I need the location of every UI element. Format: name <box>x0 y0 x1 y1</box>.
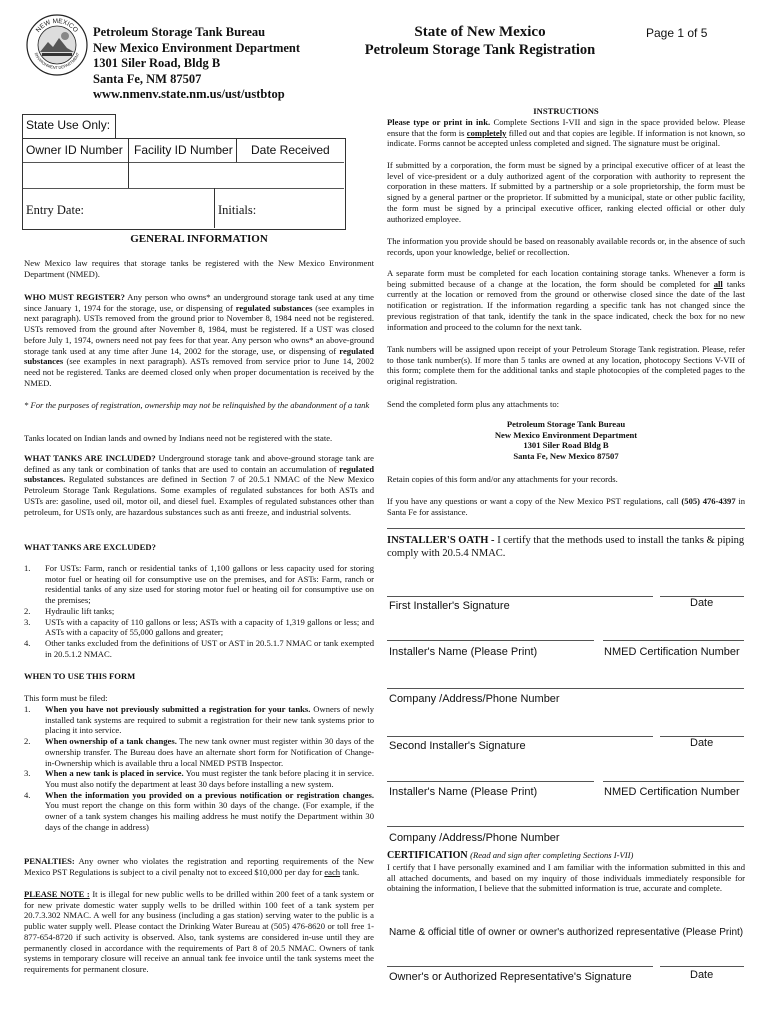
instructions-p4: A separate form must be completed for each location containing storage tanks. Whenever a form is being submitted because of a change at the location, the form should be completed for all tanks currently at the location or removed from the ground or otherwise closed since the date of the last notification or registration. If the information regarding a specific tank has not changed since the previous registration of that tank, identify the tank in the space indicated, check the box for no new information and proceed to the column for the next tank. <box>387 268 745 332</box>
svg-text:NEW MEXICO: NEW MEXICO <box>34 17 80 34</box>
when-intro: This form must be filed: <box>24 693 108 703</box>
owner-signature-label: Owner's or Authorized Representative's Signature <box>389 971 632 983</box>
instructions-p6: Send the completed form plus any attachments to: <box>387 399 560 409</box>
installer2-name-label: Installer's Name (Please Print) <box>389 786 538 798</box>
penalties: PENALTIES: Any owner who violates the registration and reporting requirements of the New Mexico PST Regulations is subject to a civil penalty not to exceed $10,000 per day for each tank. <box>24 856 374 877</box>
installer-name-line[interactable] <box>387 640 594 641</box>
installer2-name-line[interactable] <box>387 781 594 782</box>
svg-text:ENVIRONMENT DEPARTMENT: ENVIRONMENT DEPARTMENT <box>33 51 81 71</box>
when-list <box>24 704 374 832</box>
company-label: Company /Address/Phone Number <box>389 693 560 705</box>
instructions-heading: INSTRUCTIONS <box>533 106 599 116</box>
installers-oath: INSTALLER'S OATH - I certify that the methods used to install the tanks & piping comply with 20.5.4 NMAC. <box>387 535 745 559</box>
owner-date-label: Date <box>690 969 714 981</box>
tanks-included: WHAT TANKS ARE INCLUDED? Underground storage tank and above-ground storage tank are defined as any tank or combination of tanks that are used to contain an accumulation of regulated substances. Regulated substances are defined in Section 7 of 20.5.1 NMAC of the New Mexico Petroleum Storage Tank Regulations. Some examples of regulated substances for both ASTs and USTs are: gasoline, used oil, motor oil, and diesel fuel. Examples of regulated substances other than petroleum, for USTs only, are hazardous substances such as anti freeze, and industrial solvents. <box>24 453 374 517</box>
second-installer-signature-line[interactable] <box>387 736 653 737</box>
indian-lands-note: Tanks located on Indian lands and owned by Indians need not be registered with the state. <box>24 433 333 443</box>
first-installer-date-label: Date <box>690 597 714 609</box>
facility-id-label: Facility ID Number <box>134 143 233 157</box>
state-title: State of New Mexico <box>414 24 546 40</box>
excluded-item: 2. Hydraulic lift tanks; <box>24 605 115 616</box>
certification-text: I certify that I have personally examined and I am familiar with the information submitted in this and all attached documents, and based on my inquiry of those individuals immediately responsible for obtaining the information, I believe that the submitted information is true, accurate and complete. <box>387 862 745 894</box>
excluded-heading: WHAT TANKS ARE EXCLUDED? <box>24 542 156 552</box>
instructions-p1: Please type or print in ink. Complete Sections I-VII and sign in the space provided below. Please ensure that the form is completely filled out and that copies are legible. If information is not known, so indicate. Forms cannot be accepted unless completed and signed. The signature must be original. <box>387 117 746 149</box>
first-installer-signature-label: First Installer's Signature <box>389 600 510 612</box>
bureau-address-block <box>93 25 353 103</box>
instructions-p8: If you have any questions or want a copy of the New Mexico PST regulations, call (505) 476-4397 in Santa Fe for assistance. <box>387 496 745 517</box>
company-line[interactable] <box>387 688 744 689</box>
seal-logo <box>26 14 88 76</box>
owner-name-title-label: Name & official title of owner or owner's authorized representative (Please Print) <box>389 927 744 938</box>
street-address: 1301 Siler Road, Bldg B <box>93 56 221 70</box>
state-use-title: State Use Only: <box>26 118 111 132</box>
department-name: New Mexico Environment Department <box>93 40 301 55</box>
page-number: Page 1 of 5 <box>646 26 708 40</box>
installer-name-label: Installer's Name (Please Print) <box>389 646 538 658</box>
second-installer-signature-label: Second Installer's Signature <box>389 740 526 752</box>
who-must-register: WHO MUST REGISTER? Any person who owns* an underground storage tank used at any time since January 1, 1974 for the storage, use, or dispensing of regulated substances (see examples in next paragraph). USTs removed from the ground prior to November 8, 1984 need not be registered. USTs removed from the ground after November 8, 1984, must be registered. If a UST was closed before July 1, 1974, owners need not pay fees for that year. Any person who owns* an above-ground storage tank used at any time after June 14, 2002 for the storage, use, or dispensing of regulated substances (see examples in next paragraph). ASTs removed from service prior to June 14, 2002 need not be registered. Tanks are deemed closed only when proper documentation is received by the NMED. <box>24 292 374 388</box>
instructions-p3: The information you provide should be based on reasonably available records or, in the absence of such records, upon your knowledge, belief or recollection. <box>387 236 745 257</box>
certification-heading: CERTIFICATION (Read and sign after completing Sections I-VII) <box>387 850 634 861</box>
excluded-item: 3. USTs with a capacity of 110 gallons or less; ASTs with a capacity of 1,319 gallons or less; and ASTs with a capacity of 55,000 gallons and greater; <box>24 616 374 638</box>
owner-id-label: Owner ID Number <box>26 143 123 157</box>
first-installer-signature-line[interactable] <box>387 596 653 597</box>
initials-label: Initials: <box>218 203 257 217</box>
date-received-label: Date Received <box>251 143 330 157</box>
excluded-list <box>24 563 374 659</box>
when-heading: WHEN TO USE THIS FORM <box>24 671 136 681</box>
entry-date-label: Entry Date: <box>26 203 84 217</box>
instructions-p5: Tank numbers will be assigned upon receipt of your Petroleum Storage Tank registration. Please, refer to those tank number(s). If more than 5 tanks are owned at any location, photocopy Sections V-VII of this form; complete them for the additional tanks and staple photocopies of the completed pages to the original registration. <box>387 344 745 387</box>
ownership-footnote: * For the purposes of registration, ownership may not be relinquished by the abandonment of a tank <box>24 400 370 410</box>
installer-cert-label: NMED Certification Number <box>604 646 740 658</box>
general-heading: GENERAL INFORMATION <box>130 233 268 245</box>
installer2-cert-line[interactable] <box>603 781 744 782</box>
company2-label: Company /Address/Phone Number <box>389 832 560 844</box>
when-item: 4. When the information you provided on a previous notification or registration changes. You must report the change on this form within 30 days of the change. (For example, if the owner of a tank system changes his mailing address he must notify the Department within 30 days of the change in address) <box>24 789 374 832</box>
bureau-name: Petroleum Storage Tank Bureau <box>93 25 266 39</box>
excluded-item: 1. For USTs: Farm, ranch or residential tanks of 1,100 gallons or less capacity used for storing motor fuel or heating oil for consumptive use on the premises, and for ASTs: Farm, ranch or residential tanks of any size used for storing motor fuel or heating oil for consumptive use on the premises; <box>24 563 374 606</box>
please-note: PLEASE NOTE : It is illegal for new public wells to be drilled within 200 feet of a tank system or for new private domestic water supply wells to be drilled within 100 feet of a tank system per 20.7.3.302 NMAC. A well for any business (including a gas station) serving water to the public is a public water supply well. Please contact the Drinking Water Bureau at (505) 476-8620 or toll free 1-877-654-8720 if such activity is observed. Also, tank systems are considered in-use until they are permanently closed in accordance with the requirements of Part 8 of 20.5 NMAC. Owners of tank systems in temporary closure will receive an annual tank fee invoice until the tank systems meet the requirements for permanent closure. <box>24 889 374 974</box>
when-item: 1. When you have not previously submitted a registration for your tanks. Owners of newly installed tank systems are required to submit a registration for their new tank systems prior to placing it into service. <box>24 704 374 736</box>
instructions-p7: Retain copies of this form and/or any attachments for your records. <box>387 474 618 484</box>
excluded-item: 4. Other tanks excluded from the definitions of UST or AST in 20.5.1.7 NMAC or tank exempted in 20.5.1.2 NMAC. <box>24 637 374 659</box>
when-item: 2. When ownership of a tank changes. The new tank owner must register within 30 days of the ownership transfer. The Bureau does have an alternate short form for Notification of Change-in-Ownership which is available thru a local NMED PSTB Inspector. <box>24 736 374 768</box>
city-address: Santa Fe, NM 87507 <box>93 71 202 86</box>
general-intro: New Mexico law requires that storage tanks be registered with the New Mexico Environment Department (NMED). <box>24 258 374 279</box>
installer-cert-line[interactable] <box>603 640 744 641</box>
when-item: 3. When a new tank is placed in service. You must register the tank before placing it in service. You must also notify the department at least 30 days before installing a new system. <box>24 768 374 789</box>
website: www.nmenv.state.nm.us/ust/ustbtop <box>93 87 285 101</box>
instructions-p2: If submitted by a corporation, the form must be signed by a principal executive officer of at least the level of vice-president or a duly authorized agent of the corporation with authority to represent the corporation in these matters. If submitted by a partnership or a sole proprietorship, the form must be signed by a general partner or the proprietor. If submitted by a municipal, state or other public facility, the form must be signed by a principal executive officer, ranking elected official or other duly authorized employee. <box>387 160 745 224</box>
second-installer-date-label: Date <box>690 737 714 749</box>
owner-date-line[interactable] <box>660 966 744 967</box>
owner-signature-line[interactable] <box>387 966 653 967</box>
form-title: Petroleum Storage Tank Registration <box>364 42 596 58</box>
installer2-cert-label: NMED Certification Number <box>604 786 740 798</box>
company2-line[interactable] <box>387 826 744 827</box>
mailing-address: Petroleum Storage Tank Bureau New Mexico Environment Department 1301 Siler Road Bldg B Santa Fe, New Mexico 87507 <box>494 419 638 462</box>
